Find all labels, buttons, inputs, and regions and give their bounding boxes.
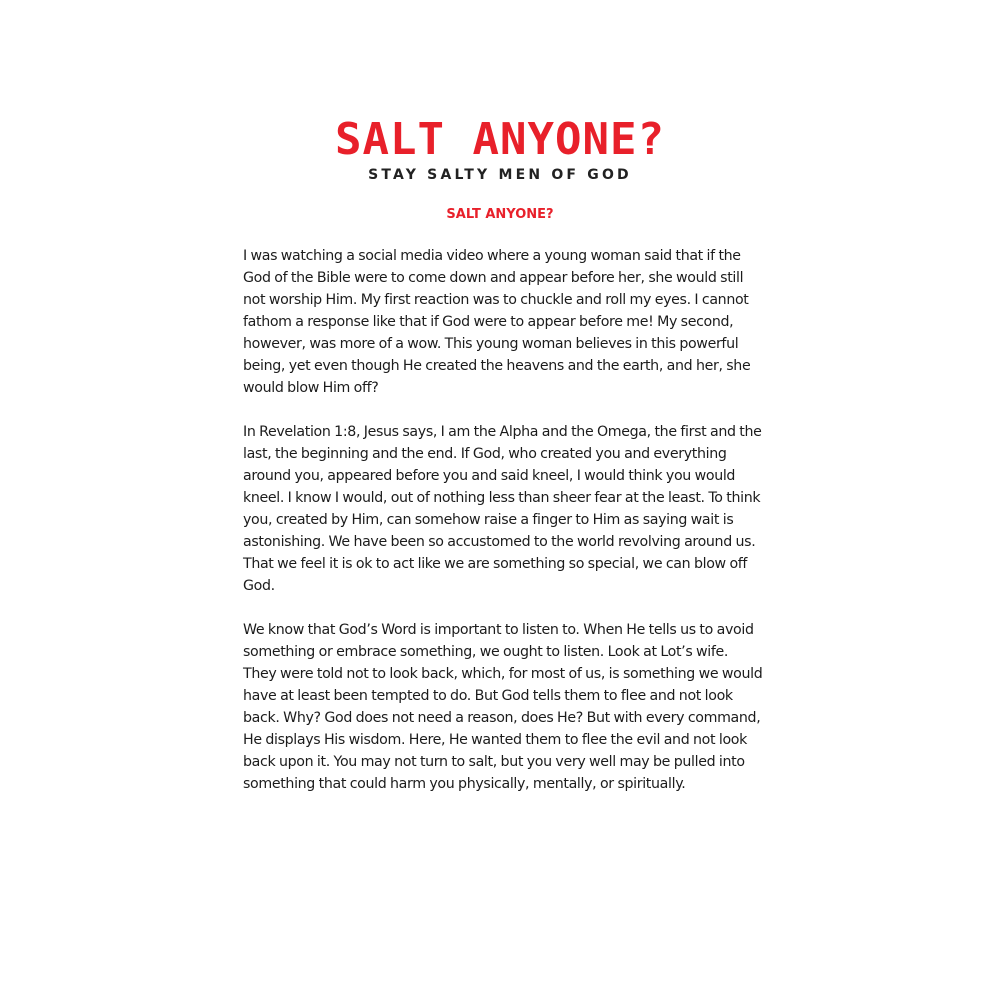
page-subtitle: STAY SALTY MEN OF GOD	[368, 167, 632, 183]
paragraph-2: In Revelation 1:8, Jesus says, I am the Alpha and the Omega, the first and the last, the beginning and the end. If God, who created you and everything around you, appeared before you and said kneel, I would think you would kneel. I know I would, out of nothing less than sheer fear at the least. To think you, created by Him, can somehow raise a finger to Him as saying wait is astonishing. We have been so accustomed to the world revolving around us. That we feel it is ok to act like we are something so special, we can blow off God.	[243, 424, 762, 594]
paragraph-3: We know that God’s Word is important to listen to. When He tells us to avoid something or embrace something, we ought to listen. Look at Lot’s wife. They were told not to look back, which, for most of us, is something we would have at least been tempted to do. But God tells them to flee and not look back. Why? God does not need a reason, does He? But with every command, He displays His wisdom. Here, He wanted them to flee the evil and not look back upon it. You may not turn to salt, but you very well may be pulled into something that could harm you physically, mentally, or spiritually.	[243, 622, 763, 792]
section-heading: SALT ANYONE?	[446, 207, 554, 222]
article-body	[243, 245, 765, 817]
paragraph-1: I was watching a social media video where a young woman said that if the God of the Bible were to come down and appear before her, she would still not worship Him. My first reaction was to chuckle and roll my eyes. I cannot fathom a response like that if God were to appear before me! My second, however, was more of a wow. This young woman believes in this powerful being, yet even though He created the heavens and the earth, and her, she would blow Him off?	[243, 248, 751, 396]
page-header	[0, 114, 1000, 184]
page-title: SALT ANYONE?	[335, 114, 665, 165]
